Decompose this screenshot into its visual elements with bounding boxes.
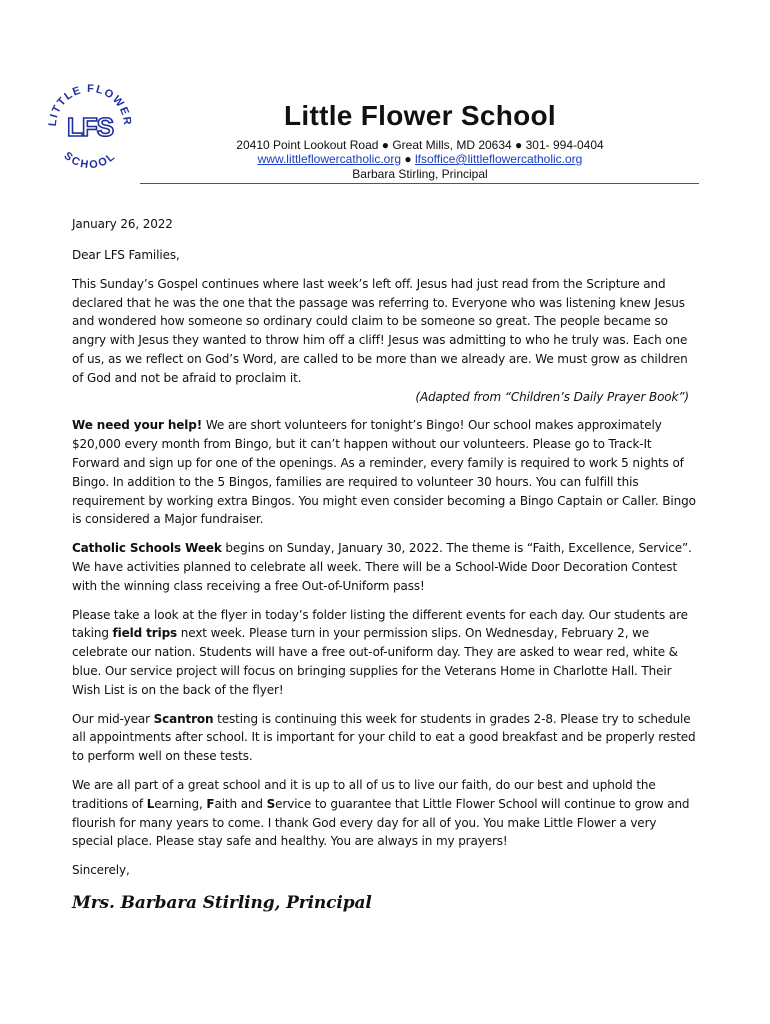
flyer-text-a: Please take a look at the flyer in today’s folder listing the different events for each day. Our students are taking bbox=[72, 607, 688, 641]
email-link[interactable]: lfsoffice@littleflowercatholic.org bbox=[414, 152, 583, 166]
faith-initial: F bbox=[206, 796, 215, 811]
letter-body bbox=[72, 246, 697, 913]
csw-paragraph bbox=[72, 539, 697, 595]
bingo-text: We are short volunteers for tonight’s Bingo! Our school makes approximately $20,000 every month from Bingo, but it can’t happen without our volunteers. Please go to Track-It Forward and sign up for one of the openings. As a reminder, every family is required to work 5 nights of Bingo. In addition to the 5 Bingos, families are required to volunteer 30 hours. You can fulfill this requirement by working extra Bingos. You might even consider becoming a Bingo Captain or Caller. Bingo is considered a Major fundraiser. bbox=[72, 418, 696, 527]
principal-line: Barbara Stirling, Principal bbox=[352, 167, 488, 181]
sign-off: Sincerely, bbox=[72, 863, 130, 878]
closing-paragraph bbox=[72, 776, 697, 851]
closing-text-d: ervice to guarantee that Little Flower School will continue to grow and flourish for many years to come. I thank God every day for all of you. You make Little Flower a very special place. Please stay safe and healthy. You are always in my prayers! bbox=[72, 796, 690, 849]
closing-text-a: We are all part of a great school and it is up to all of us to live our faith, do our best and uphold the traditions of bbox=[72, 777, 656, 811]
service-initial: S bbox=[266, 796, 276, 811]
flyer-text-b: next week. Please turn in your permission slips. On Wednesday, February 2, we celebrate our nation. Students will have a free out-of-uniform day. They are asked to wear red, white & blue. Our service project will focus on bringing supplies for the Veterans Home in Charlotte Hall. Their Wish List is on the back of the flyer! bbox=[72, 626, 678, 697]
website-link[interactable]: www.littleflowercatholic.org bbox=[257, 152, 402, 166]
csw-heading: Catholic Schools Week bbox=[72, 541, 222, 556]
logo-top-text: LITTLE FLOWER bbox=[46, 82, 134, 127]
closing-text-b: earning, bbox=[154, 796, 207, 811]
bingo-paragraph bbox=[72, 416, 697, 529]
link-separator: ● bbox=[404, 152, 412, 166]
logo-bottom-text: SCHOOL bbox=[61, 149, 119, 170]
salutation: Dear LFS Families, bbox=[72, 248, 180, 262]
scantron-paragraph bbox=[72, 710, 697, 766]
scantron-text-b: testing is continuing this week for students in grades 2-8. Please try to schedule all appointments after school. It is important for your child to eat a good breakfast and be properly rested to perform well on these tests. bbox=[72, 711, 696, 764]
gospel-paragraph: This Sunday’s Gospel continues where last week’s left off. Jesus had just read from the Scripture and declared that he was the one that the passage was referring to. Everyone who was listening knew Jesus and wondered how someone so ordinary could claim to be someone so great. The people became so angry with Jesus they wanted to throw him off a cliff! Jesus was admitting to who he truly was. Each one of us, as we reflect on God’s Word, are called to be more than we already are. We must grow as children of God and not be afraid to proclaim it. bbox=[72, 276, 688, 385]
csw-text: begins on Sunday, January 30, 2022. The theme is “Faith, Excellence, Service”. We have activities planned to celebrate all week. There will be a School-Wide Door Decoration Contest with the winning class receiving a free Out-of-Uniform pass! bbox=[72, 541, 692, 593]
letter-date: January 26, 2022 bbox=[72, 217, 173, 231]
header-divider bbox=[140, 183, 699, 184]
learning-initial: L bbox=[146, 796, 155, 811]
flyer-paragraph bbox=[72, 606, 697, 700]
attribution: (Adapted from “Children’s Daily Prayer Book”) bbox=[415, 389, 689, 404]
scantron-emphasis: Scantron bbox=[153, 711, 214, 726]
logo-monogram: LFS bbox=[66, 112, 114, 142]
closing-text-c: aith and bbox=[214, 796, 267, 811]
signature: Mrs. Barbara Stirling, Principal bbox=[72, 892, 372, 913]
school-logo bbox=[44, 78, 136, 170]
school-name: Little Flower School bbox=[283, 100, 556, 131]
contact-links bbox=[170, 152, 670, 166]
scantron-text-a: Our mid-year bbox=[72, 711, 154, 726]
field-trips-emphasis: field trips bbox=[112, 626, 178, 641]
address-line: 20410 Point Lookout Road ● Great Mills, MD 20634 ● 301- 994-0404 bbox=[236, 138, 604, 152]
bingo-heading: We need your help! bbox=[72, 418, 203, 433]
